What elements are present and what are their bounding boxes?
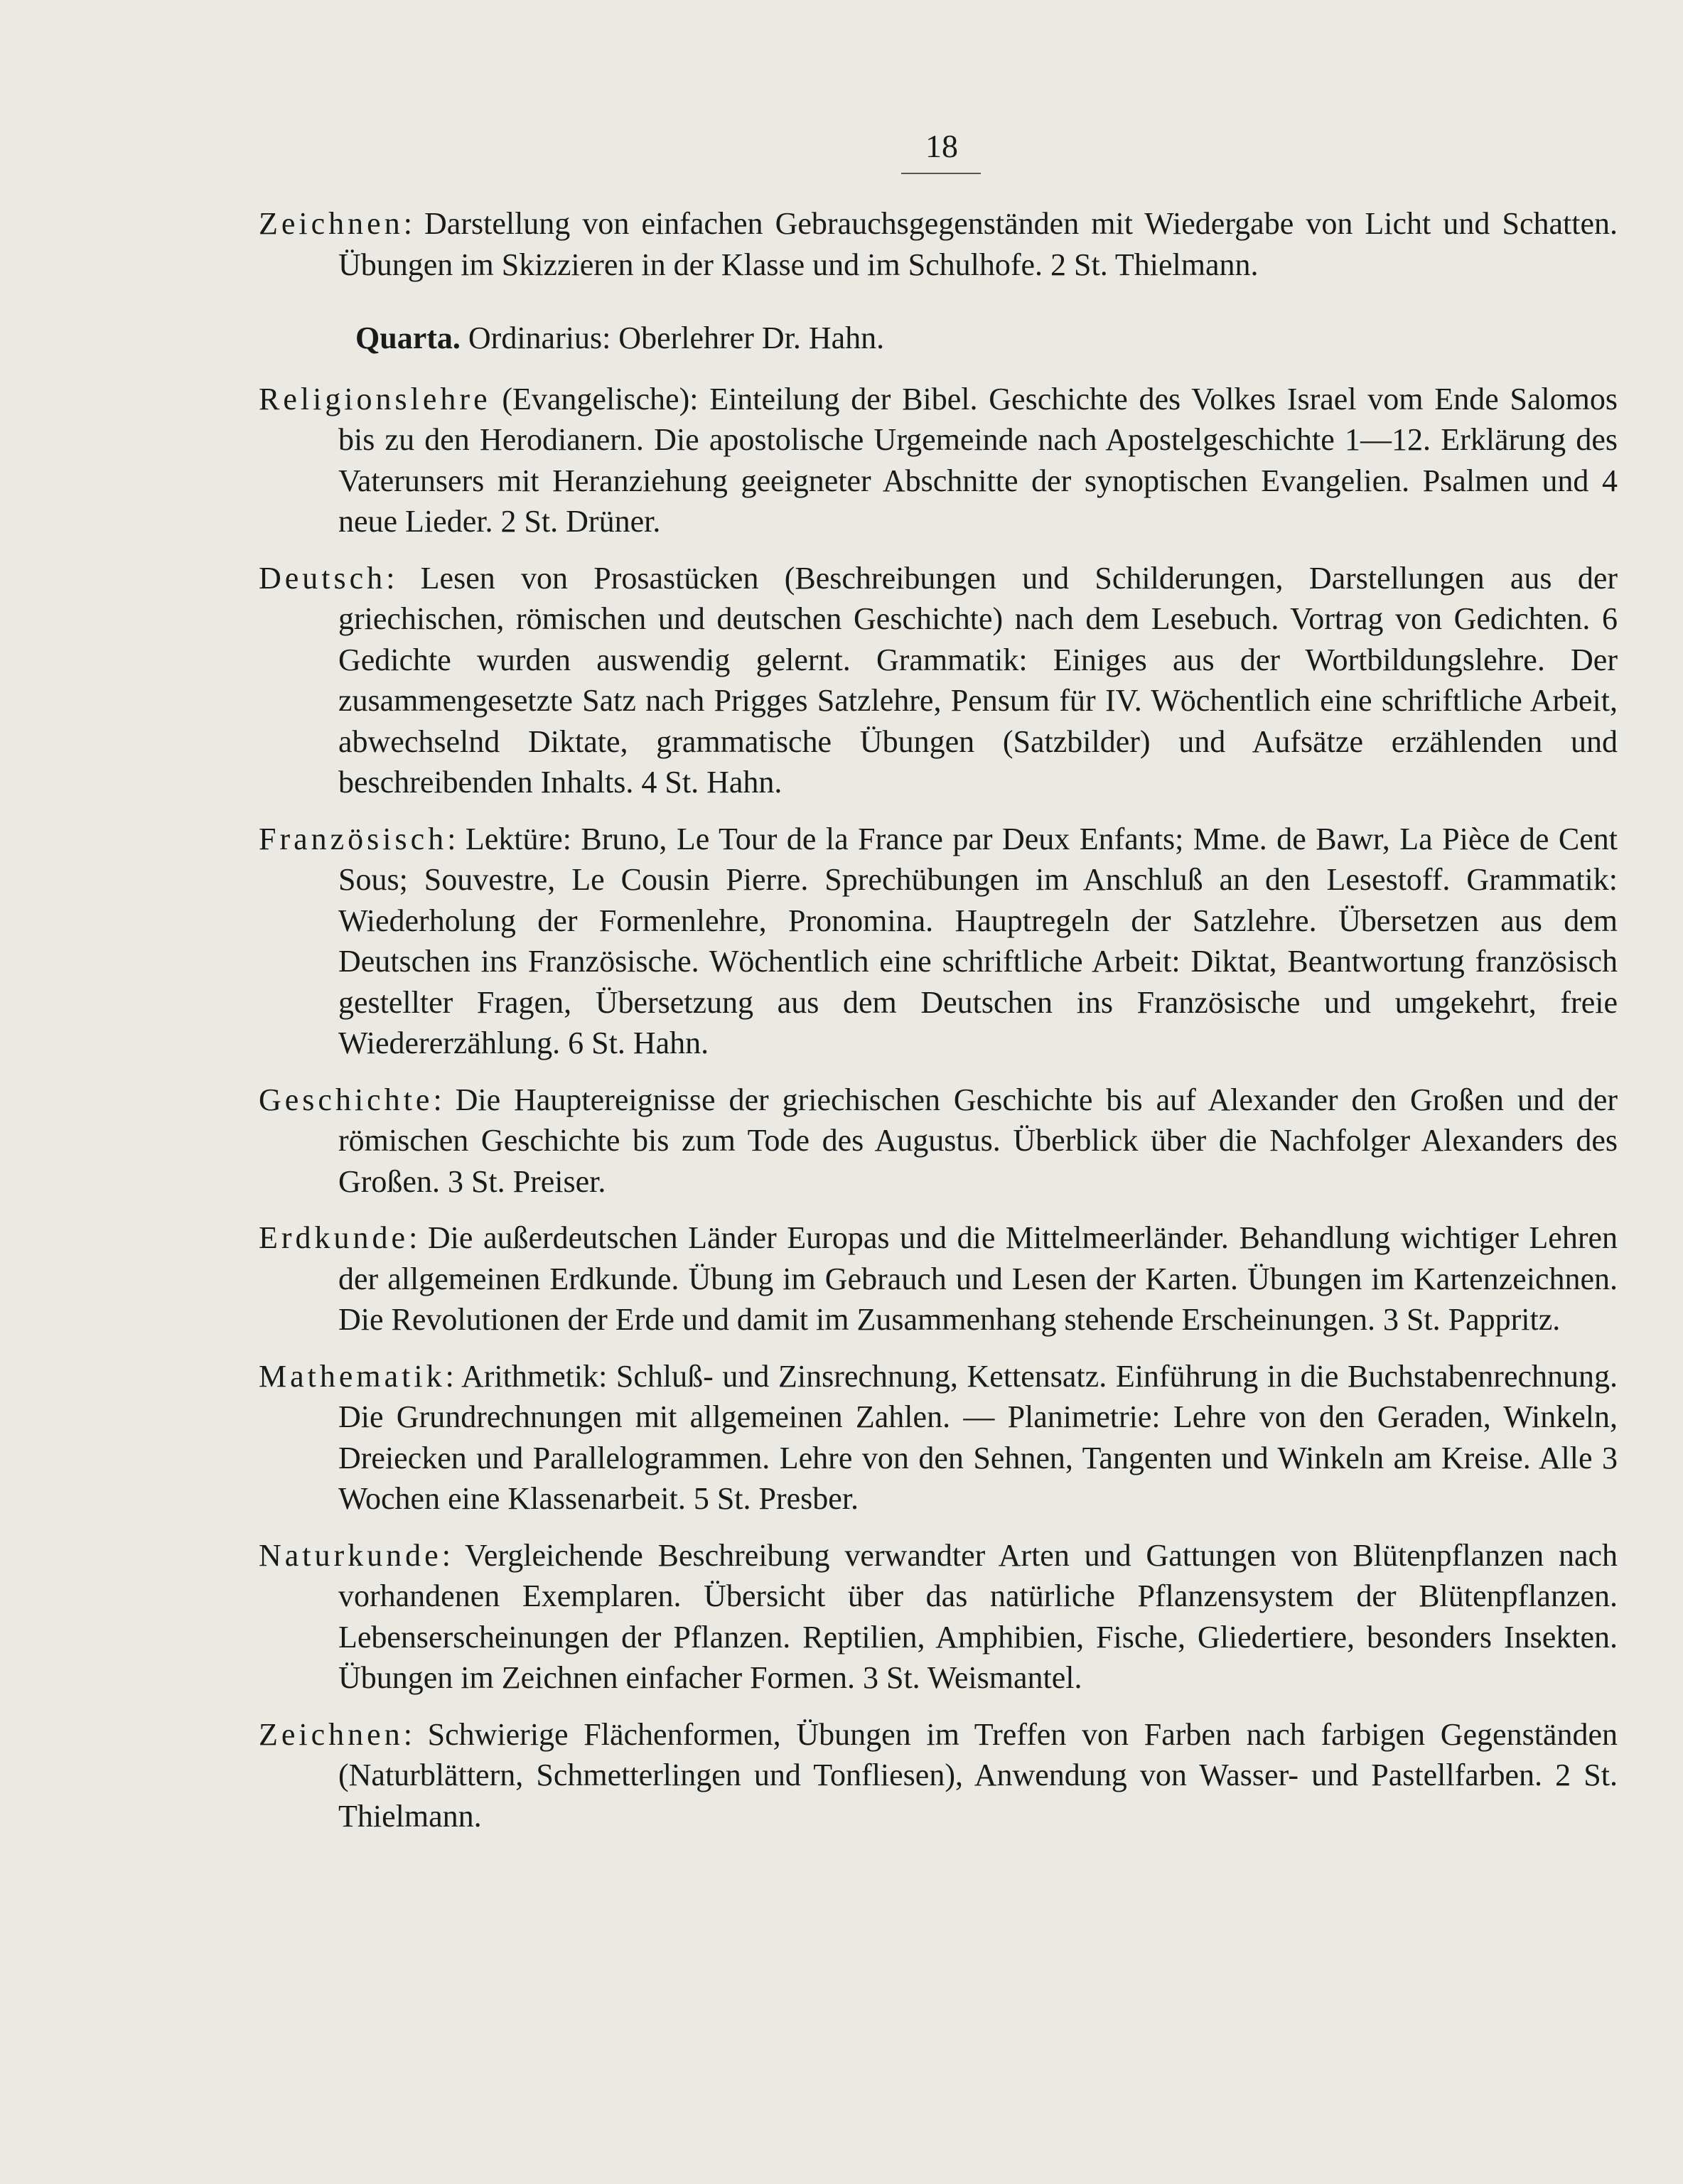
section-subject: Religionslehre: [259, 381, 491, 416]
section-deutsch: [259, 558, 1618, 803]
class-ordinarius: Ordinarius: Oberlehrer Dr. Hahn.: [468, 321, 885, 355]
section-naturkunde: [259, 1535, 1618, 1699]
section-subject: Französisch: [259, 821, 448, 856]
section-franzoesisch: [259, 819, 1618, 1064]
section-text: : Vergleichende Beschreibung verwandter Arten und Gattungen von Blütenpflanzen nach vorhandenen Exemplaren. Übersicht über das natürliche Pflanzensystem der Blütenpflanzen. Lebenserscheinungen der Pflanzen. Reptilien, Amphibien, Fische, Gliedertiere, besonders Insekten. Übungen im Zeichnen einfacher Formen. 3 St. Weismantel.: [338, 1537, 1618, 1695]
section-text: : Schwierige Flächenformen, Übungen im Treffen von Farben nach farbigen Gegenständen (Naturblättern, Schmetterlingen und Tonfliesen), Anwendung von Wasser- und Pastellfarben. 2 St. Thielmann.: [338, 1716, 1618, 1834]
section-subject: Naturkunde: [259, 1537, 442, 1573]
section-text: (Evangelische): Einteilung der Bibel. Geschichte des Volkes Israel vom Ende Salomos bis zu den Herodianern. Die apostolische Urgemeinde nach Apostelgeschichte 1—12. Erklärung des Vaterunsers mit Heranziehung geeigneter Abschnitte der synoptischen Evangelien. Psalmen und 4 neue Lieder. 2 St. Drüner.: [338, 381, 1618, 539]
section-text: : Die außerdeutschen Länder Europas und die Mittelmeerländer. Behandlung wichtiger Lehren der allgemeinen Erdkunde. Übung im Gebrauch und Lesen der Karten. Übungen im Kartenzeichnen. Die Revolutionen der Erde und damit im Zusammenhang stehende Erscheinungen. 3 St. Pappritz.: [338, 1220, 1618, 1337]
class-name: Quarta.: [355, 321, 461, 355]
section-subject: Zeichnen: [259, 206, 404, 241]
section-religionslehre: [259, 379, 1618, 542]
section-text: : Lesen von Prosastücken (Beschreibungen und Schilderungen, Darstellungen aus der griechischen, römischen und deutschen Geschichte) nach dem Lesebuch. Vortrag von Gedichten. 6 Gedichte wurden auswendig gelernt. Grammatik: Einiges aus der Wortbildungslehre. Der zusammengesetzte Satz nach Prigges Satzlehre, Pensum für IV. Wöchentlich eine schriftliche Arbeit, abwechselnd Diktate, grammatische Übungen (Satzbilder) und Aufsätze erzählenden und beschreibenden Inhalts. 4 St. Hahn.: [338, 560, 1618, 800]
section-zeichnen-previous: [259, 203, 1618, 285]
section-zeichnen: [259, 1714, 1618, 1837]
section-subject: Zeichnen: [259, 1716, 404, 1752]
section-subject: Mathematik: [259, 1358, 446, 1394]
section-subject: Erdkunde: [259, 1220, 409, 1255]
section-text: : Darstellung von einfachen Gebrauchsgegenständen mit Wiedergabe von Licht und Schatten. Übungen im Skizzieren in der Klasse und im Schulhofe. 2 St. Thielmann.: [338, 206, 1618, 282]
section-subject: Deutsch: [259, 560, 387, 596]
section-text: : Die Hauptereignisse der griechischen Geschichte bis auf Alexander den Großen und der römischen Geschichte bis zum Tode des Augustus. Überblick über die Nachfolger Alexanders des Großen. 3 St. Preiser.: [338, 1082, 1618, 1199]
page-content: [259, 203, 1618, 1852]
page-number-rule: [901, 173, 981, 174]
class-heading: [259, 318, 1618, 359]
section-geschichte: [259, 1080, 1618, 1203]
page-number: 18: [925, 128, 958, 164]
section-text: : Lektüre: Bruno, Le Tour de la France par Deux Enfants; Mme. de Bawr, La Pièce de Cent Sous; Souvestre, Le Cousin Pierre. Sprechübungen im Anschluß an den Lesestoff. Grammatik: Wiederholung der Formenlehre, Pronomina. Hauptregeln der Satzlehre. Übersetzen aus dem Deutschen ins Französische. Wöchentlich eine schriftliche Arbeit: Diktat, Beantwortung französisch gestellter Fragen, Übersetzung aus dem Deutschen ins Französische und umgekehrt, freie Wiedererzählung. 6 St. Hahn.: [338, 821, 1618, 1060]
section-erdkunde: [259, 1217, 1618, 1340]
section-subject: Geschichte: [259, 1082, 434, 1117]
section-text: : Arithmetik: Schluß- und Zinsrechnung, Kettensatz. Einführung in die Buchstabenrechnung. Die Grundrechnungen mit allgemeinen Zahlen. — Planimetrie: Lehre von den Geraden, Winkeln, Dreiecken und Parallelogrammen. Lehre von den Sehnen, Tangenten und Winkeln am Kreise. Alle 3 Wochen eine Klassenarbeit. 5 St. Presber.: [338, 1358, 1618, 1516]
section-mathematik: [259, 1356, 1618, 1519]
